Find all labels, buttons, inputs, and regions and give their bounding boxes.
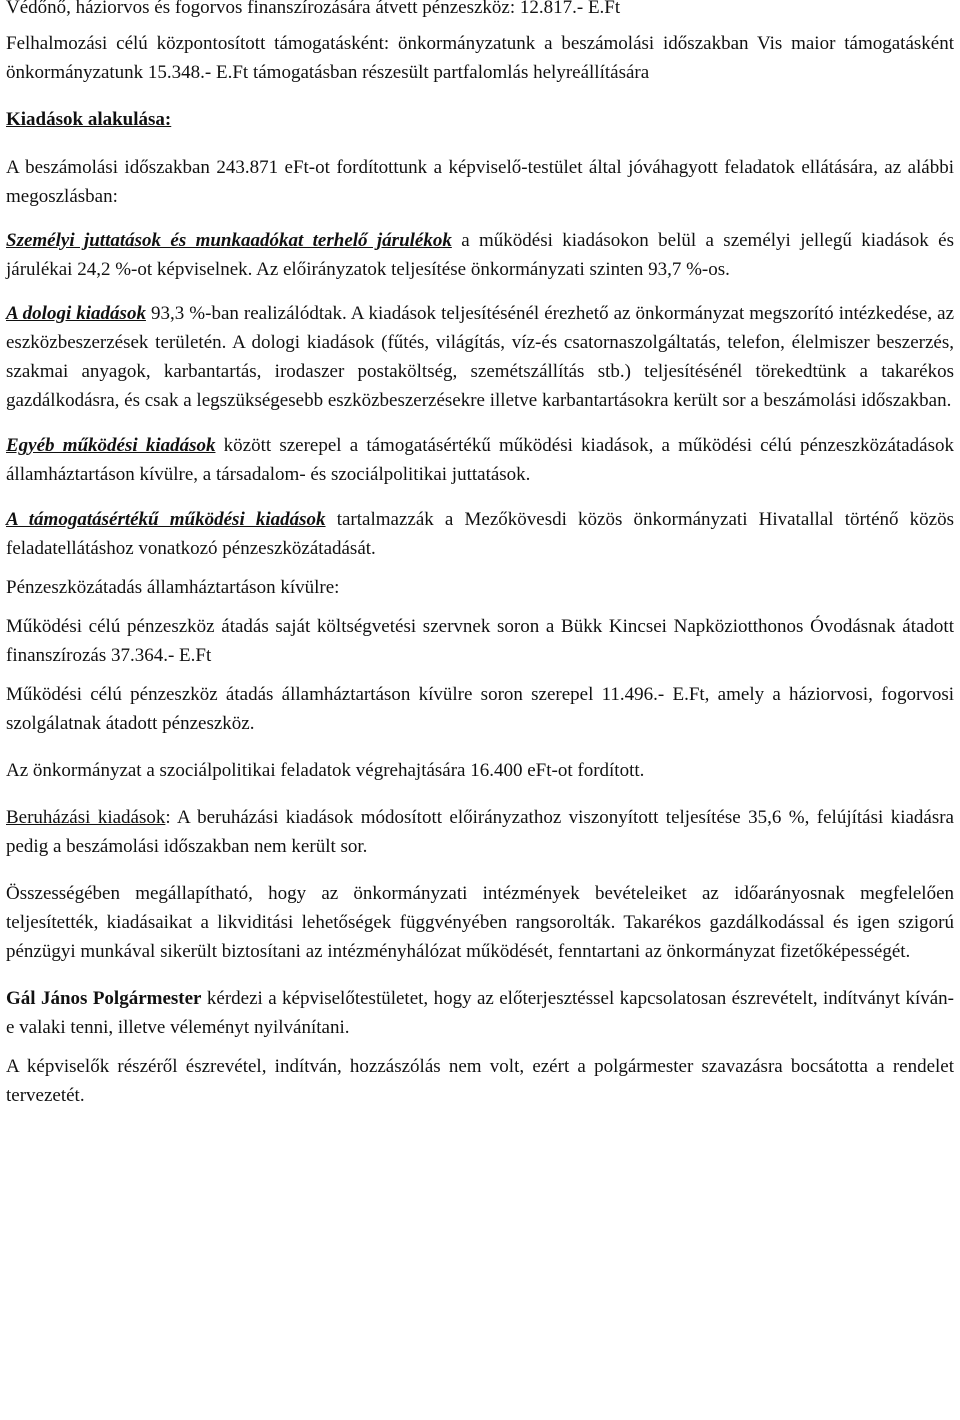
paragraph-other-operating [6, 431, 954, 489]
text: a működési kiadásokon belül a személyi jellegű kiadások és járulékai 24,2 %-ot képviselnek. Az előirányzatok teljesítése önkormányzati szinten 93,7 %-os. [6, 230, 954, 280]
text: Pénzeszközátadás államháztartáson kívülre: [6, 577, 340, 598]
paragraph-vote [6, 1052, 954, 1110]
text: kérdezi a képviselőtestületet, hogy az előterjesztéssel kapcsolatosan észrevételt, indítványt kíván-e valaki tenni, illetve véleményt nyilvánítani. [6, 988, 954, 1038]
paragraph-health-funding [6, 0, 954, 22]
text: Az önkormányzat a szociálpolitikai feladatok végrehajtására 16.400 eFt-ot fordított. [6, 760, 645, 781]
material-expenses-heading: A dologi kiadások [6, 303, 146, 324]
mayor-name: Gál János Polgármester [6, 988, 202, 1009]
text: Felhalmozási célú központosított támogatásként: önkormányzatunk a beszámolási időszakban Vis maior támogatásként önkormányzatunk 15.348.- E.Ft támogatásban részesült partfalomlás helyreállítására [6, 33, 954, 83]
grant-operating-heading: A támogatásértékű működési kiadások [6, 509, 326, 530]
text: tartalmazzák a Mezőkövesdi közös önkormányzati Hivatallal történő közös feladatellátáshoz vonatkozó pénzeszközátadását. [6, 509, 954, 559]
paragraph-transfer-outside [6, 573, 954, 602]
other-operating-heading: Egyéb működési kiadások [6, 435, 216, 456]
text: : A beruházási kiadások módosított előirányzathoz viszonyított teljesítése 35,6 %, felújítási kiadásra pedig a beszámolási időszakban nem került sor. [6, 807, 954, 857]
paragraph-material-expenses [6, 299, 954, 415]
paragraph-kindergarten-funding [6, 612, 954, 670]
paragraph-doctor-funding [6, 680, 954, 738]
section-heading-expenditures: Kiadások alakulása: [6, 109, 172, 130]
text: A képviselők részéről észrevétel, indítván, hozzászólás nem volt, ezért a polgármester szavazásra bocsátotta a rendelet tervezetét. [6, 1056, 954, 1106]
paragraph-social-policy [6, 756, 954, 785]
paragraph-capital-support [6, 29, 954, 87]
text: A beszámolási időszakban 243.871 eFt-ot fordítottunk a képviselő-testület által jóváhagyott feladatok ellátására, az alábbi megoszlásban: [6, 157, 954, 207]
text: Működési célú pénzeszköz átadás saját költségvetési szervnek soron a Bükk Kincsei Napköziotthonos Óvodásnak átadott finanszírozás 37.364.- E.Ft [6, 616, 954, 666]
text: Védőnő, háziorvos és fogorvos finanszírozására átvett pénzeszköz: 12.817.- E.Ft [6, 0, 621, 18]
paragraph-investment [6, 803, 954, 861]
paragraph-summary [6, 879, 954, 966]
text: Működési célú pénzeszköz átadás államháztartáson kívülre soron szerepel 11.496.- E.Ft, amely a háziorvosi, fogorvosi szolgálatnak átadott pénzeszköz. [6, 684, 954, 734]
text: között szerepel a támogatásértékű működési kiadások, a működési célú pénzeszközátadások államháztartáson kívülre, a társadalom- és szociálpolitikai juttatások. [6, 435, 954, 485]
personnel-heading: Személyi juttatások és munkaadókat terhelő járulékok [6, 230, 452, 251]
paragraph-personnel [6, 226, 954, 284]
paragraph-grant-operating [6, 505, 954, 563]
text: Összességében megállapítható, hogy az önkormányzati intézmények bevételeiket az időarányosnak megfelelően teljesítették, kiadásaikat a likviditási lehetőségek függvényében rangsorolták. Takarékos gazdálkodással és igen szigorú pénzügyi munkával sikerült biztosítani az intézményhálózat működését, fenntartani az önkormányzat fizetőképességét. [6, 883, 954, 962]
paragraph-expenditure-total [6, 153, 954, 211]
paragraph-mayor [6, 984, 954, 1042]
investment-heading: Beruházási kiadások [6, 807, 166, 828]
text: 93,3 %-ban realizálódtak. A kiadások teljesítésénél érezhető az önkormányzat megszorító intézkedése, az eszközbeszerzések területén. A dologi kiadások (fűtés, világítás, víz-és csatornaszolgáltatás, telefon, élelmiszer beszerzés, szakmai anyagok, karbantartás, irodaszer postaköltség, szemétszállítás stb.) teljesítésénél törekedtünk a takarékos gazdálkodásra, és csak a legszükségesebb eszközbeszerzésekre illetve karbantartásokra került sor a beszámolási időszakban. [6, 303, 955, 411]
